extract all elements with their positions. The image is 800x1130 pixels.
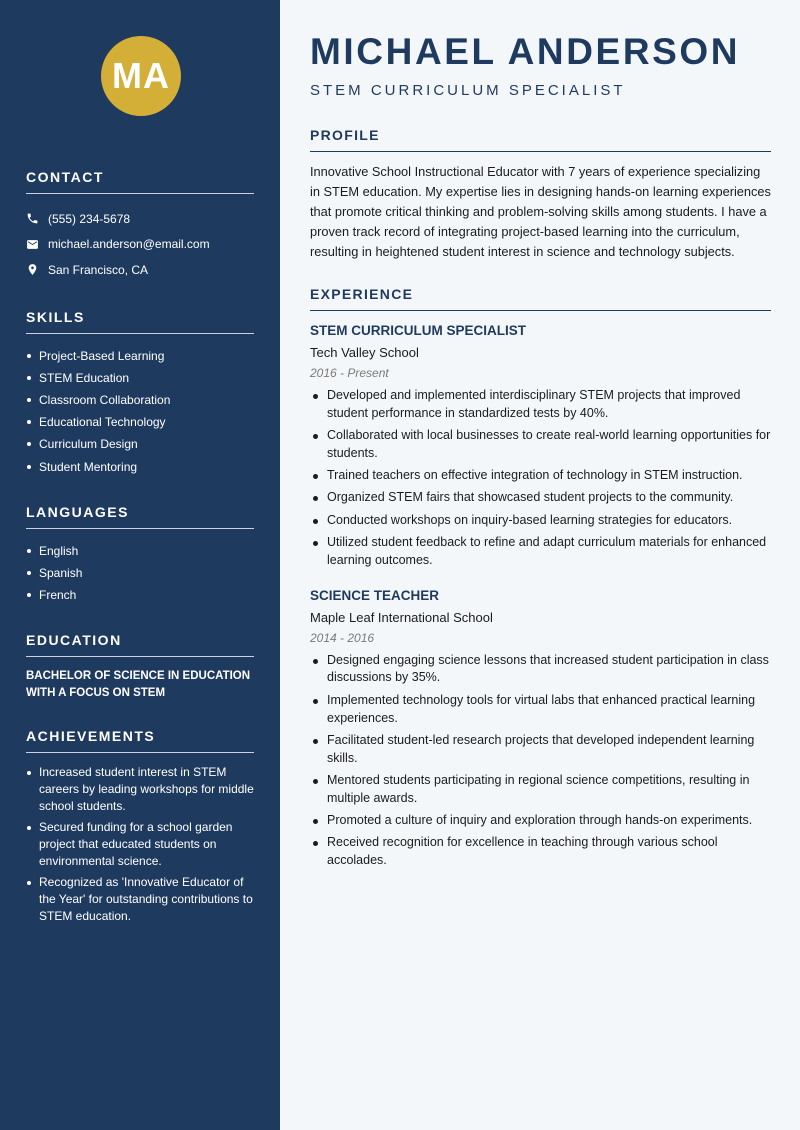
main-content	[280, 0, 800, 1130]
education-heading: EDUCATION	[26, 632, 254, 657]
skill-item: STEM Education	[26, 367, 254, 389]
job-bullet: Mentored students participating in regional science competitions, resulting in multiple awards.	[310, 772, 771, 808]
job-bullet: Received recognition for excellence in teaching through various school accolades.	[310, 834, 771, 870]
job-bullet: Designed engaging science lessons that increased student participation in class discussions by 35%.	[310, 652, 771, 688]
job-bullet: Facilitated student-led research projects that developed independent learning skills.	[310, 732, 771, 768]
achievements-list	[26, 764, 254, 925]
job-bullet: Collaborated with local businesses to create real-world learning opportunities for students.	[310, 427, 771, 463]
skill-item: Educational Technology	[26, 411, 254, 433]
contact-heading: CONTACT	[26, 169, 254, 194]
job-bullet: Implemented technology tools for virtual labs that enhanced practical learning experiences.	[310, 692, 771, 728]
skill-item: Project-Based Learning	[26, 345, 254, 367]
achievements-section	[26, 728, 254, 925]
profile-heading: PROFILE	[310, 127, 771, 152]
languages-heading: LANGUAGES	[26, 504, 254, 529]
job-bullet: Organized STEM fairs that showcased student projects to the community.	[310, 489, 771, 507]
job-bullet: Promoted a culture of inquiry and exploration through hands-on experiments.	[310, 812, 771, 830]
languages-list	[26, 540, 254, 607]
achievement-item: Increased student interest in STEM careers by leading workshops for middle school students.	[26, 764, 254, 815]
job-entry	[310, 323, 771, 570]
job-bullets	[310, 652, 771, 870]
job-dates: 2014 - 2016	[310, 630, 375, 645]
job-dates: 2016 - Present	[310, 366, 389, 380]
skill-item: Classroom Collaboration	[26, 389, 254, 411]
job-bullet: Trained teachers on effective integration of technology in STEM instruction.	[310, 467, 771, 485]
job-bullet: Developed and implemented interdisciplinary STEM projects that improved student performance in standardized tests by 40%.	[310, 387, 771, 423]
job-bullets	[310, 387, 771, 570]
job-company: Maple Leaf International School	[310, 609, 493, 625]
education-section	[26, 632, 254, 702]
achievements-heading: ACHIEVEMENTS	[26, 728, 254, 753]
skills-list	[26, 345, 254, 478]
education-degree: BACHELOR OF SCIENCE IN EDUCATION WITH A FOCUS ON STEM	[26, 670, 251, 700]
candidate-name: MICHAEL ANDERSON	[310, 31, 741, 72]
achievement-item: Secured funding for a school garden project that educated students on environmental science.	[26, 819, 254, 870]
experience-section	[310, 286, 771, 870]
phone-text[interactable]: (555) 234-5678	[48, 211, 131, 226]
phone-icon	[26, 212, 48, 225]
email-icon	[26, 238, 48, 251]
location-pin-icon	[26, 263, 48, 276]
avatar: MA	[101, 36, 181, 116]
language-item: French	[26, 584, 254, 606]
profile-section	[310, 127, 771, 262]
contact-list	[26, 206, 254, 283]
experience-heading: EXPERIENCE	[310, 286, 771, 311]
language-item: English	[26, 540, 254, 562]
job-bullet: Utilized student feedback to refine and adapt curriculum materials for enhanced learning outcomes.	[310, 534, 771, 570]
achievement-item: Recognized as 'Innovative Educator of the Year' for outstanding contributions to STEM education.	[26, 874, 254, 925]
job-title: SCIENCE TEACHER	[310, 587, 440, 603]
contact-section	[26, 169, 254, 283]
location-text: San Francisco, CA	[48, 262, 149, 277]
skill-item: Curriculum Design	[26, 433, 254, 455]
skills-section	[26, 309, 254, 478]
contact-phone	[26, 206, 254, 232]
language-item: Spanish	[26, 562, 254, 584]
languages-section	[26, 504, 254, 607]
job-company: Tech Valley School	[310, 345, 419, 360]
skill-item: Student Mentoring	[26, 456, 254, 478]
candidate-role: STEM CURRICULUM SPECIALIST	[310, 82, 626, 99]
contact-email	[26, 232, 254, 258]
sidebar	[0, 0, 280, 1130]
contact-location	[26, 257, 254, 283]
profile-text: Innovative School Instructional Educator with 7 years of experience specializing in STEM education. My expertise lies in designing hands-on learning experiences that promote critical thinking and problem-solving skills among students. I have a proven track record of integrating project-based learning into the curriculum, resulting in heightened student interest in science and technology subjects.	[310, 164, 771, 259]
job-title: STEM CURRICULUM SPECIALIST	[310, 323, 526, 338]
job-entry	[310, 588, 771, 870]
job-bullet: Conducted workshops on inquiry-based learning strategies for educators.	[310, 512, 771, 530]
email-text[interactable]: michael.anderson@email.com	[48, 237, 210, 252]
skills-heading: SKILLS	[26, 309, 254, 334]
